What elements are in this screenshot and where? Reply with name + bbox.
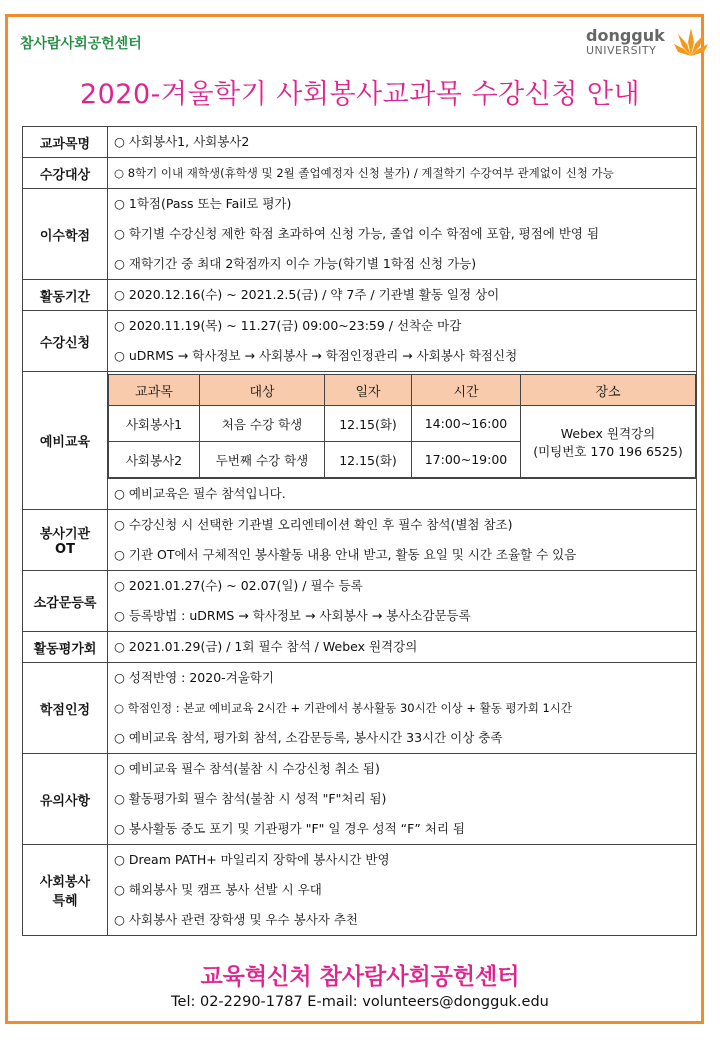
row-essay [23,571,697,632]
schedule-time: 14:00~16:00 [412,406,521,442]
row-course [23,127,697,158]
benefit-line-3: ○ 사회봉사 관련 장학생 및 우수 봉사자 추천 [114,912,358,927]
label-course: 교과목명 [23,127,108,158]
benefit-line-2: ○ 해외봉사 및 캠프 봉사 선발 시 우대 [114,882,322,897]
essay-line-2: ○ 등록방법 : uDRMS → 학사정보 → 사회봉사 → 봉사소감문등록 [114,608,471,623]
label-ot-line-1: 봉사기관 [39,527,91,542]
logo-text-university: UNIVERSITY [586,44,657,57]
schedule-date: 12.15(화) [325,406,412,442]
benefit-line-1: ○ Dream PATH+ 마일리지 장학에 봉사시간 반영 [114,852,390,867]
content-essay [108,571,697,632]
label-ot-line-2: OT [55,542,75,557]
schedule-header-target: 대상 [200,375,325,406]
row-recog [23,663,697,754]
schedule-target: 처음 수강 학생 [200,406,325,442]
recog-line-3: ○ 예비교육 참석, 평가회 참석, 소감문등록, 봉사시간 33시간 이상 충족 [114,730,503,745]
recog-line-2: ○ 학점인정 : 본교 예비교육 2시간 + 기관에서 봉사활동 30시간 이상 + 활동 평가회 1시간 [114,701,572,715]
content-benefit [108,845,697,936]
content-credit [108,189,697,280]
schedule-course: 사회봉사2 [109,442,200,478]
row-caution [23,754,697,845]
label-benefit-line-1: 사회봉사 [39,875,91,890]
label-apply: 수강신청 [23,311,108,372]
schedule-date: 12.15(화) [325,442,412,478]
info-table [22,126,697,936]
period-line-1: ○ 2020.12.16(수) ~ 2021.2.5(금) / 약 7주 / 기관별 활동 일정 상이 [114,287,500,302]
schedule-header-date: 일자 [325,375,412,406]
ot-line-1: ○ 수강신청 시 선택한 기관별 오리엔테이션 확인 후 필수 참석(별첨 참조) [114,517,513,532]
caution-line-2: ○ 활동평가회 필수 참석(불참 시 성적 "F"처리 됨) [114,791,387,806]
schedule-row [109,406,696,442]
footer-contact: Tel: 02-2290-1787 E-mail: volunteers@dongguk.edu [171,994,549,1010]
content-course [108,127,697,158]
pre-education-note: ○ 예비교육은 필수 참석입니다. [108,478,696,509]
row-pre-education [23,372,697,510]
schedule-target: 두번째 수강 학생 [200,442,325,478]
row-target [23,158,697,189]
lotus-icon [674,22,708,58]
essay-line-1: ○ 2021.01.27(수) ~ 02.07(일) / 필수 등록 [114,578,363,593]
schedule-table [108,374,696,478]
label-period: 활동기간 [23,280,108,311]
ot-line-2: ○ 기관 OT에서 구체적인 봉사활동 내용 안내 받고, 활동 요일 및 시간 조율할 수 있음 [114,547,577,562]
dongguk-logo [586,22,706,62]
content-pre-education [108,372,697,510]
label-benefit-line-2: 특혜 [52,894,78,909]
content-ot [108,510,697,571]
apply-line-2: ○ uDRMS → 학사정보 → 사회봉사 → 학점인정관리 → 사회봉사 학점신청 [114,348,518,363]
footer-title: 교육혁신처 참사람사회공헌센터 [200,964,520,990]
label-caution: 유의사항 [23,754,108,845]
schedule-time: 17:00~19:00 [412,442,521,478]
schedule-header-time: 시간 [412,375,521,406]
credit-line-1: ○ 1학점(Pass 또는 Fail로 평가) [114,196,292,211]
course-line-1: ○ 사회봉사1, 사회봉사2 [114,134,250,149]
label-pre-education: 예비교육 [23,372,108,510]
label-essay: 소감문등록 [23,571,108,632]
label-recog: 학점인정 [23,663,108,754]
target-line-1: ○ 8학기 이내 재학생(휴학생 및 2월 졸업예정자 신청 불가) / 계절학기 수강여부 관계없이 신청 가능 [114,166,614,180]
row-period [23,280,697,311]
content-eval [108,632,697,663]
label-credit: 이수학점 [23,189,108,280]
caution-line-1: ○ 예비교육 필수 참석(불참 시 수강신청 취소 됨) [114,761,380,776]
content-recog [108,663,697,754]
schedule-place-line-1: Webex 원격강의 [560,425,656,441]
schedule-header-place: 장소 [521,375,696,406]
label-ot [23,510,108,571]
schedule-header-row [109,375,696,406]
credit-line-3: ○ 재학기간 중 최대 2학점까지 이수 가능(학기별 1학점 신청 가능) [114,256,477,271]
content-target [108,158,697,189]
apply-line-1: ○ 2020.11.19(목) ~ 11.27(금) 09:00~23:59 / 선착순 마감 [114,318,462,333]
eval-line-1: ○ 2021.01.29(금) / 1회 필수 참석 / Webex 원격강의 [114,639,418,654]
content-period [108,280,697,311]
center-name: 참사람사회공헌센터 [20,36,142,52]
schedule-place-line-2: (미팅번호 170 196 6525) [533,443,683,459]
credit-line-2: ○ 학기별 수강신청 제한 학점 초과하여 신청 가능, 졸업 이수 학점에 포함, 평점에 반영 됨 [114,226,600,241]
row-ot [23,510,697,571]
row-credit [23,189,697,280]
schedule-place [521,406,696,478]
label-benefit [23,845,108,936]
logo-text-dongguk: dongguk [586,26,665,45]
schedule-course: 사회봉사1 [109,406,200,442]
row-eval [23,632,697,663]
content-caution [108,754,697,845]
row-apply [23,311,697,372]
schedule-header-course: 교과목 [109,375,200,406]
label-eval: 활동평가회 [23,632,108,663]
content-apply [108,311,697,372]
recog-line-1: ○ 성적반영 : 2020-겨울학기 [114,670,274,685]
caution-line-3: ○ 봉사활동 중도 포기 및 기관평가 "F" 일 경우 성적 “F” 처리 됨 [114,821,465,836]
row-benefit [23,845,697,936]
page-title: 2020-겨울학기 사회봉사교과목 수강신청 안내 [79,79,641,110]
label-target: 수강대상 [23,158,108,189]
